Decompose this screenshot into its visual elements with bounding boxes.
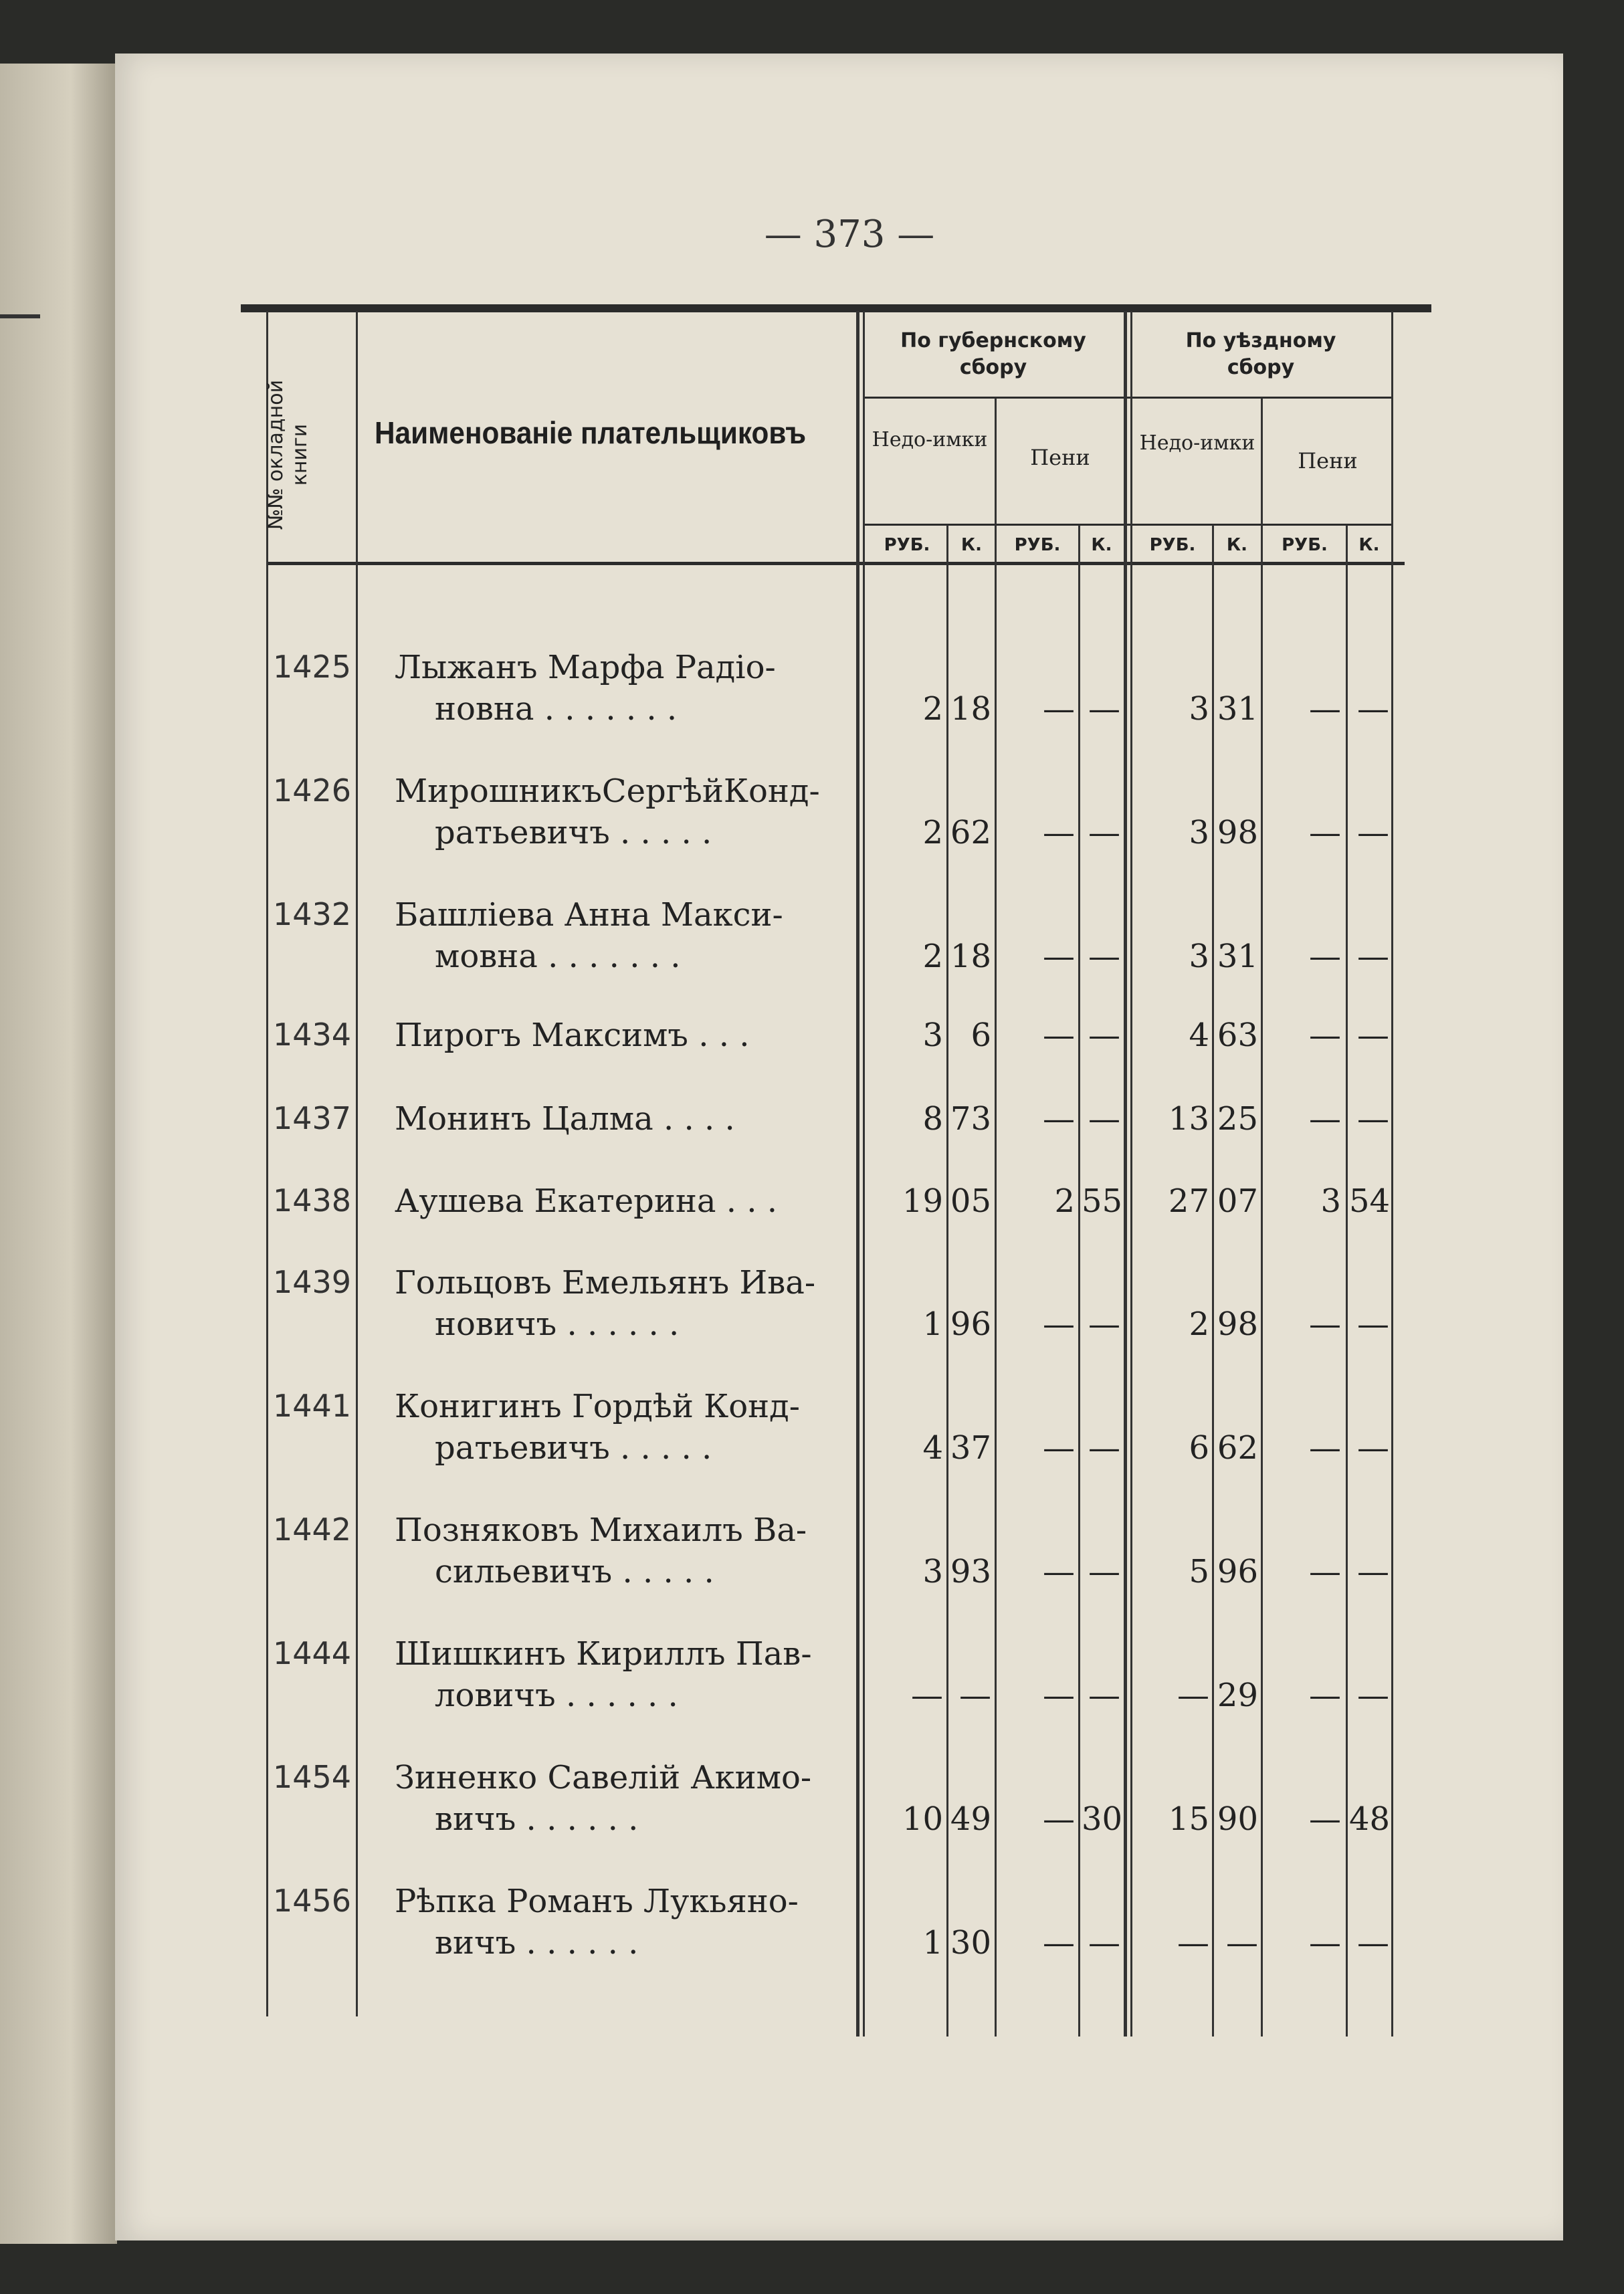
amount-cell-g-ar-r: 19: [902, 1182, 943, 1220]
amount-cell-u-pe-r: —: [1309, 1553, 1341, 1590]
amount-cell-u-ar-k: 31: [1217, 938, 1258, 975]
amount-cell-u-ar-r: —: [1177, 1677, 1209, 1714]
payer-name-line2: вичъ . . . . . .: [435, 1800, 639, 1838]
amount-cell-g-pe-k: —: [1088, 814, 1120, 851]
book-number-cell: 1439: [273, 1264, 352, 1300]
amount-cell-g-pe-r: —: [1043, 814, 1075, 851]
book-number-cell: 1454: [273, 1759, 352, 1795]
left-page-rule: [0, 314, 40, 318]
amount-cell-g-pe-k: —: [1088, 690, 1120, 728]
amount-cell-u-ar-k: 07: [1217, 1182, 1258, 1220]
payer-name-line2: сильевичъ . . . . .: [435, 1553, 714, 1590]
amount-cell-u-ar-k: —: [1226, 1924, 1258, 1962]
amount-cell-g-pe-k: 30: [1082, 1800, 1123, 1838]
payer-name-line2: ратьевичъ . . . . .: [435, 814, 712, 851]
amount-cell-u-ar-r: 3: [1189, 690, 1209, 728]
amount-cell-u-ar-k: 29: [1217, 1677, 1258, 1714]
u-penalty-header: Пени: [1298, 448, 1358, 474]
amount-cell-u-pe-r: —: [1309, 1924, 1341, 1962]
payer-name-line2: вичъ . . . . . .: [435, 1924, 639, 1962]
amount-cell-u-pe-k: 54: [1349, 1182, 1391, 1220]
group-divider-rule: [863, 397, 1391, 399]
table-row: [0, 1511, 1624, 1619]
amount-cell-u-ar-r: —: [1177, 1924, 1209, 1962]
amount-cell-u-pe-r: —: [1309, 1429, 1341, 1467]
amount-cell-g-ar-k: 37: [950, 1429, 991, 1467]
amount-cell-g-pe-k: —: [1088, 1677, 1120, 1714]
amount-cell-u-ar-r: 27: [1168, 1182, 1209, 1220]
u-ar-kop-unit: К.: [1226, 535, 1248, 555]
table-row: [0, 772, 1624, 879]
amount-cell-g-ar-k: 18: [950, 938, 991, 975]
amount-cell-g-pe-k: —: [1088, 1429, 1120, 1467]
payer-name-line1: Аушева Екатерина . . .: [395, 1182, 778, 1220]
amount-cell-u-pe-k: —: [1357, 1429, 1389, 1467]
amount-cell-g-ar-r: 8: [922, 1100, 943, 1138]
amount-cell-u-pe-r: —: [1309, 1017, 1341, 1054]
amount-cell-u-pe-k: —: [1357, 1306, 1389, 1343]
amount-cell-u-pe-r: —: [1309, 1306, 1341, 1343]
amount-cell-u-pe-k: —: [1357, 938, 1389, 975]
amount-cell-u-pe-k: —: [1357, 814, 1389, 851]
payer-name-line1: Рѣпка Романъ Лукьяно-: [395, 1883, 799, 1920]
book-number-cell: 1444: [273, 1635, 352, 1671]
amount-cell-u-pe-r: —: [1309, 690, 1341, 728]
u-pe-kop-unit: К.: [1358, 535, 1380, 555]
amount-cell-u-pe-k: —: [1357, 1553, 1389, 1590]
payer-name-line1: Башліева Анна Макси-: [395, 896, 783, 934]
amount-cell-g-ar-k: 30: [950, 1924, 991, 1962]
g-penalty-header: Пени: [1030, 445, 1090, 470]
amount-cell-u-ar-k: 25: [1217, 1100, 1258, 1138]
amount-cell-g-pe-r: —: [1043, 1677, 1075, 1714]
payer-name-line2: ловичъ . . . . . .: [435, 1677, 678, 1714]
book-number-cell: 1434: [273, 1017, 352, 1053]
amount-cell-g-ar-r: 1: [922, 1924, 943, 1962]
payer-name-line2: ратьевичъ . . . . .: [435, 1429, 712, 1467]
amount-cell-g-pe-r: —: [1043, 1429, 1075, 1467]
amount-cell-u-pe-k: —: [1357, 1677, 1389, 1714]
payer-name-line2: новна . . . . . . .: [435, 690, 678, 728]
amount-cell-g-ar-k: 62: [950, 814, 991, 851]
amount-cell-u-pe-k: —: [1357, 1924, 1389, 1962]
amount-cell-u-ar-r: 3: [1189, 814, 1209, 851]
book-number-cell: 1425: [273, 649, 352, 685]
amount-cell-u-pe-r: —: [1309, 814, 1341, 851]
amount-cell-g-ar-k: 73: [950, 1100, 991, 1138]
book-number-cell: 1432: [273, 896, 352, 932]
amount-cell-g-pe-k: 55: [1082, 1182, 1123, 1220]
table-row: [0, 1635, 1624, 1742]
amount-cell-g-pe-r: —: [1043, 1306, 1075, 1343]
amount-cell-u-ar-r: 2: [1189, 1306, 1209, 1343]
amount-cell-u-ar-k: 90: [1217, 1800, 1258, 1838]
amount-cell-g-pe-r: —: [1043, 1017, 1075, 1054]
g-ar-rub-unit: РУБ.: [884, 535, 930, 555]
amount-cell-u-pe-r: —: [1309, 1100, 1341, 1138]
amount-cell-u-pe-r: 3: [1320, 1182, 1341, 1220]
uezd-header: По уѣздному сбору: [1185, 329, 1336, 379]
amount-cell-u-pe-k: —: [1357, 690, 1389, 728]
payer-name-line1: Конигинъ Гордѣй Конд-: [395, 1388, 800, 1425]
amount-cell-g-pe-r: 2: [1054, 1182, 1075, 1220]
payer-name-line1: Зиненко Савелій Акимо-: [395, 1759, 812, 1796]
payer-name-line2: мовна . . . . . . .: [435, 938, 681, 975]
u-pe-rub-unit: РУБ.: [1282, 535, 1328, 555]
book-number-cell: 1456: [273, 1883, 352, 1919]
amount-cell-g-pe-r: —: [1043, 1800, 1075, 1838]
amount-cell-g-pe-r: —: [1043, 938, 1075, 975]
payer-name-line1: Позняковъ Михаилъ Ва-: [395, 1511, 807, 1549]
amount-cell-g-ar-r: 1: [922, 1306, 943, 1343]
amount-cell-g-ar-k: 18: [950, 690, 991, 728]
payer-name-line1: Шишкинъ Кириллъ Пав-: [395, 1635, 812, 1673]
gubernia-header: По губернскому сбору: [900, 329, 1086, 379]
table-row: [0, 1883, 1624, 1990]
payer-name-header: Наименованіе плательщиковъ: [375, 415, 807, 450]
payer-name-line2: новичъ . . . . . .: [435, 1306, 680, 1343]
payer-name-line1: Монинъ Цалма . . . .: [395, 1100, 735, 1138]
amount-cell-g-pe-k: —: [1088, 1306, 1120, 1343]
amount-cell-g-ar-k: 93: [950, 1553, 991, 1590]
amount-cell-g-ar-k: 05: [950, 1182, 991, 1220]
amount-cell-u-ar-k: 31: [1217, 690, 1258, 728]
units-divider-rule: [863, 524, 1391, 526]
amount-cell-u-ar-r: 6: [1189, 1429, 1209, 1467]
table-row: [0, 896, 1624, 1003]
amount-cell-u-pe-k: 48: [1349, 1800, 1391, 1838]
amount-cell-u-ar-r: 3: [1189, 938, 1209, 975]
amount-cell-g-ar-r: 4: [922, 1429, 943, 1467]
amount-cell-u-ar-r: 4: [1189, 1017, 1209, 1054]
amount-cell-g-ar-r: 2: [922, 814, 943, 851]
book-number-cell: 1442: [273, 1511, 352, 1548]
amount-cell-g-ar-k: 96: [950, 1306, 991, 1343]
amount-cell-g-pe-k: —: [1088, 1553, 1120, 1590]
amount-cell-g-ar-k: 49: [950, 1800, 991, 1838]
g-ar-kop-unit: К.: [960, 535, 983, 555]
amount-cell-u-ar-k: 96: [1217, 1553, 1258, 1590]
amount-cell-u-pe-r: —: [1309, 1677, 1341, 1714]
u-ar-rub-unit: РУБ.: [1149, 535, 1196, 555]
amount-cell-g-ar-r: 2: [922, 938, 943, 975]
g-pe-rub-unit: РУБ.: [1014, 535, 1061, 555]
amount-cell-u-ar-r: 13: [1168, 1100, 1209, 1138]
book-number-cell: 1437: [273, 1100, 352, 1136]
table-top-rule: [241, 304, 1431, 312]
page-number: — 373 —: [764, 213, 935, 256]
amount-cell-g-pe-k: —: [1088, 938, 1120, 975]
book-number-header: №№ окладной книги: [264, 379, 312, 530]
table-row: [0, 1759, 1624, 1866]
amount-cell-g-ar-r: 2: [922, 690, 943, 728]
amount-cell-g-ar-r: 3: [922, 1017, 943, 1054]
u-arrears-header: Недо-имки: [1139, 431, 1255, 455]
amount-cell-g-pe-k: —: [1088, 1100, 1120, 1138]
amount-cell-u-ar-k: 63: [1217, 1017, 1258, 1054]
amount-cell-g-pe-r: —: [1043, 1553, 1075, 1590]
amount-cell-u-ar-r: 5: [1189, 1553, 1209, 1590]
book-number-cell: 1438: [273, 1182, 352, 1219]
amount-cell-u-pe-r: —: [1309, 1800, 1341, 1838]
amount-cell-u-ar-k: 98: [1217, 814, 1258, 851]
amount-cell-g-ar-k: —: [959, 1677, 991, 1714]
header-bottom-rule: [268, 562, 1405, 565]
amount-cell-g-ar-k: 6: [971, 1017, 991, 1054]
amount-cell-u-ar-k: 98: [1217, 1306, 1258, 1343]
amount-cell-g-ar-r: —: [911, 1677, 943, 1714]
payer-name-line1: Лыжанъ Марфа Радіо-: [395, 649, 776, 686]
book-number-cell: 1426: [273, 772, 352, 809]
amount-cell-u-pe-k: —: [1357, 1100, 1389, 1138]
payer-name-line1: Пирогъ Максимъ . . .: [395, 1017, 750, 1054]
amount-cell-g-pe-k: —: [1088, 1017, 1120, 1054]
amount-cell-u-ar-k: 62: [1217, 1429, 1258, 1467]
amount-cell-u-pe-k: —: [1357, 1017, 1389, 1054]
payer-name-line1: Гольцовъ Емельянъ Ива-: [395, 1264, 816, 1301]
g-pe-kop-unit: К.: [1091, 535, 1112, 555]
amount-cell-u-pe-r: —: [1309, 938, 1341, 975]
amount-cell-g-pe-r: —: [1043, 1924, 1075, 1962]
payer-name-line1: МирошникъСергѣйКонд-: [395, 772, 820, 810]
table-row: [0, 649, 1624, 756]
table-row: [0, 1264, 1624, 1371]
amount-cell-g-ar-r: 10: [902, 1800, 943, 1838]
amount-cell-g-pe-k: —: [1088, 1924, 1120, 1962]
g-arrears-header: Недо-имки: [872, 428, 988, 451]
amount-cell-u-ar-r: 15: [1168, 1800, 1209, 1838]
table-row: [0, 1388, 1624, 1495]
amount-cell-g-pe-r: —: [1043, 1100, 1075, 1138]
book-number-cell: 1441: [273, 1388, 352, 1424]
amount-cell-g-pe-r: —: [1043, 690, 1075, 728]
amount-cell-g-ar-r: 3: [922, 1553, 943, 1590]
